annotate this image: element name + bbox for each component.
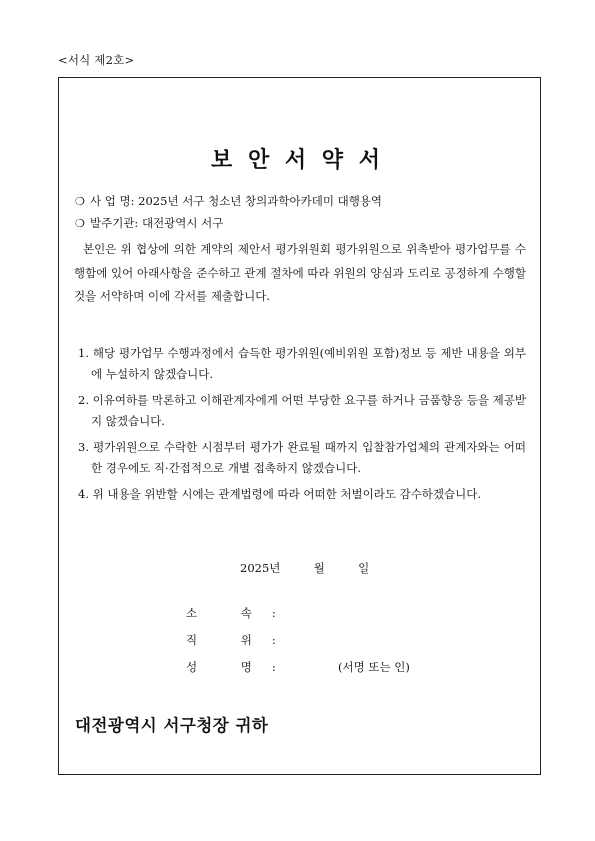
info-value: 2025년 서구 청소년 창의과학아카데미 대행용역: [138, 194, 383, 208]
pledge-list: [78, 343, 526, 510]
sign-or-seal-note: (서명 또는 인): [338, 660, 410, 674]
affiliation-label: 소 속:: [186, 606, 296, 620]
info-label: 사 업 명:: [90, 194, 135, 208]
info-value: 대전광역시 서구: [141, 216, 224, 230]
document-title: 보 안 서 약 서: [211, 148, 384, 173]
signature-position-row: [186, 632, 296, 648]
signature-affiliation-row: [186, 605, 296, 621]
date-line: [240, 560, 369, 576]
name-label: 성 명:: [186, 660, 296, 674]
pledge-item: 3. 평가위원으로 수락한 시점부터 평가가 완료될 때까지 입찰참가업체의 관계자와는 어떠한 경우에도 직·간접적으로 개별 접촉하지 않겠습니다.: [78, 440, 526, 475]
addressee: 대전광역시 서구청장 귀하: [75, 716, 269, 735]
info-ordering-agency: [75, 215, 223, 231]
pledge-item: 1. 해당 평가업무 수행과정에서 습득한 평가위원(예비위원 포함)정보 등 제반 내용을 외부에 누설하지 않겠습니다.: [78, 346, 526, 381]
circle-bullet-icon: ❍: [75, 217, 85, 230]
pledge-item: 2. 이유여하를 막론하고 이해관계자에게 어떤 부당한 요구를 하거나 금품향응 등을 제공받지 않겠습니다.: [78, 393, 526, 428]
date-year: 2025년: [240, 561, 281, 575]
signature-name-row: [186, 659, 410, 675]
date-day: 일: [358, 561, 370, 575]
form-number-label: <서식 제2호>: [58, 53, 135, 67]
info-label: 발주기관:: [90, 216, 139, 230]
pledge-item: 4. 위 내용을 위반할 시에는 관계법령에 따라 어떠한 처벌이라도 감수하겠습니다.: [78, 487, 482, 501]
position-label: 직 위:: [186, 633, 296, 647]
intro-paragraph: 본인은 위 협상에 의한 계약의 제안서 평가위원회 평가위원으로 위촉받아 평가업무를 수행함에 있어 아래사항을 준수하고 관계 절차에 따라 위원의 양심과 도리로 공정하게 수행할 것을 서약하며 이에 각서를 제출합니다.: [74, 242, 526, 303]
date-month: 월: [313, 561, 325, 575]
info-project-name: [75, 193, 382, 209]
circle-bullet-icon: ❍: [75, 195, 85, 208]
